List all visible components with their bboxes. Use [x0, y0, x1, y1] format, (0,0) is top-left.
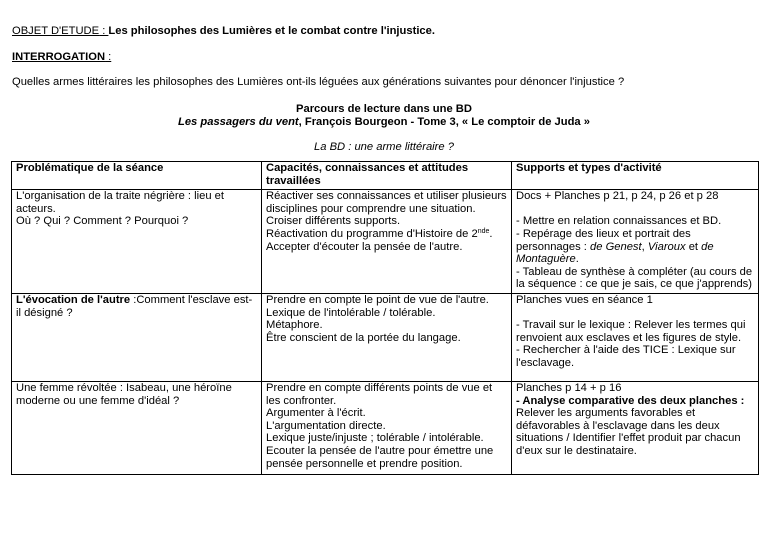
row3-capacite-line: L'argumentation directe.: [266, 419, 386, 432]
row3-activity-title: - Analyse comparative des deux planches :: [516, 394, 745, 407]
table-header-row: [12, 162, 759, 190]
row1-support-docs: Docs + Planches p 21, p 24, p 26 et p 28: [516, 190, 719, 203]
header-supports: Supports et types d'activité: [512, 162, 759, 190]
interrogation-line: [12, 51, 111, 64]
main-question: Quelles armes littéraires les philosophes des Lumières ont-ils léguées aux générations suivantes pour dénoncer l'injustice ?: [12, 76, 625, 88]
parcours-title: Parcours de lecture dans une BD: [296, 103, 472, 115]
row3-capacite-line: Prendre en compte différents points de vue et les confronter.: [266, 381, 493, 407]
row2-capacite-line: Lexique de l'intolérable / tolérable.: [266, 306, 436, 319]
row3-capacite-line: Ecouter la pensée de l'autre pour émettre une pensée personnelle et prendre position.: [266, 444, 494, 470]
row1-supports: [512, 190, 759, 294]
row1-capacite-histoire: Réactivation du programme d'Histoire de 2nde.: [266, 227, 493, 240]
objet-line: [12, 25, 435, 38]
row1-activity: - Mettre en relation connaissances et BD.: [516, 215, 722, 228]
objet-sep: :: [99, 25, 109, 37]
row2-capacites: [262, 293, 512, 381]
row2-problematique-text: :Comment l'esclave est-il désigné ?: [16, 293, 253, 319]
row3-support-planches: Planches p 14 + p 16: [516, 381, 622, 394]
sequence-table: [11, 161, 759, 475]
interrogation-sep: :: [105, 51, 112, 63]
book-title: Les passagers du vent: [178, 116, 299, 128]
row1-activity-personnages: - Repérage des lieux et portrait des personnages : de Genest, Viaroux et de Montaguère.: [516, 227, 714, 266]
row3-supports: [512, 381, 759, 474]
objet-label: OBJET D'ETUDE: [12, 25, 100, 37]
row1-capacite-line: Accepter d'écouter la pensée de l'autre.: [266, 240, 463, 253]
row3-capacite-line: Lexique juste/injuste ; tolérable / intolérable.: [266, 432, 484, 445]
row3-activity: Relever les arguments favorables et défavorables à l'esclavage dans les deux situations / Identifier l'effet produit par chacun d'eux sur le destinataire.: [516, 407, 741, 457]
row2-problematique-bold: L'évocation de l'autre: [16, 293, 131, 306]
row2-supports: [512, 293, 759, 381]
row3-problematique: Une femme révoltée : Isabeau, une héroïne moderne ou une femme d'idéal ?: [12, 381, 262, 474]
table-row: [12, 381, 759, 474]
row1-capacites: [262, 190, 512, 294]
row1-problematique-line: Où ? Qui ? Comment ? Pourquoi ?: [16, 215, 189, 228]
interrogation-label: INTERROGATION: [12, 51, 106, 63]
header-capacites: Capacités, connaissances et attitudes travaillées: [262, 162, 512, 190]
row2-activity: - Rechercher à l'aide des TICE : Lexique sur l'esclavage.: [516, 344, 736, 369]
row2-capacite-line: Être conscient de la portée du langage.: [266, 331, 461, 344]
table-row: [12, 190, 759, 294]
row3-capacite-line: Argumenter à l'écrit.: [266, 407, 366, 420]
row2-activity: - Travail sur le lexique : Relever les termes qui renvoient aux esclaves et les figures de style.: [516, 319, 746, 344]
parcours-subtitle: La BD : une arme littéraire ?: [314, 141, 454, 153]
book-details: , François Bourgeon - Tome 3, « Le comptoir de Juda »: [298, 116, 590, 128]
row1-problematique-line: L'organisation de la traite négrière : lieu et acteurs.: [16, 190, 224, 215]
row3-capacites: [262, 381, 512, 474]
row2-capacite-line: Métaphore.: [266, 319, 323, 332]
row2-capacite-line: Prendre en compte le point de vue de l'autre.: [266, 293, 489, 306]
row2-problematique: [12, 293, 262, 381]
row1-capacite-line: Croiser différents supports.: [266, 215, 401, 228]
header-problematique: Problématique de la séance: [12, 162, 262, 190]
row1-activity: - Tableau de synthèse à compléter (au cours de la séquence : ce que je sais, ce que j'apprends): [516, 265, 753, 291]
book-reference: [0, 116, 768, 129]
row2-support-planches: Planches vues en séance 1: [516, 293, 653, 306]
row1-capacite-line: Réactiver ses connaissances et utiliser plusieurs disciplines pour comprendre une situation.: [266, 190, 507, 215]
table-row: [12, 293, 759, 381]
objet-text: Les philosophes des Lumières et le combat contre l'injustice.: [108, 25, 435, 37]
row1-problematique: [12, 190, 262, 294]
